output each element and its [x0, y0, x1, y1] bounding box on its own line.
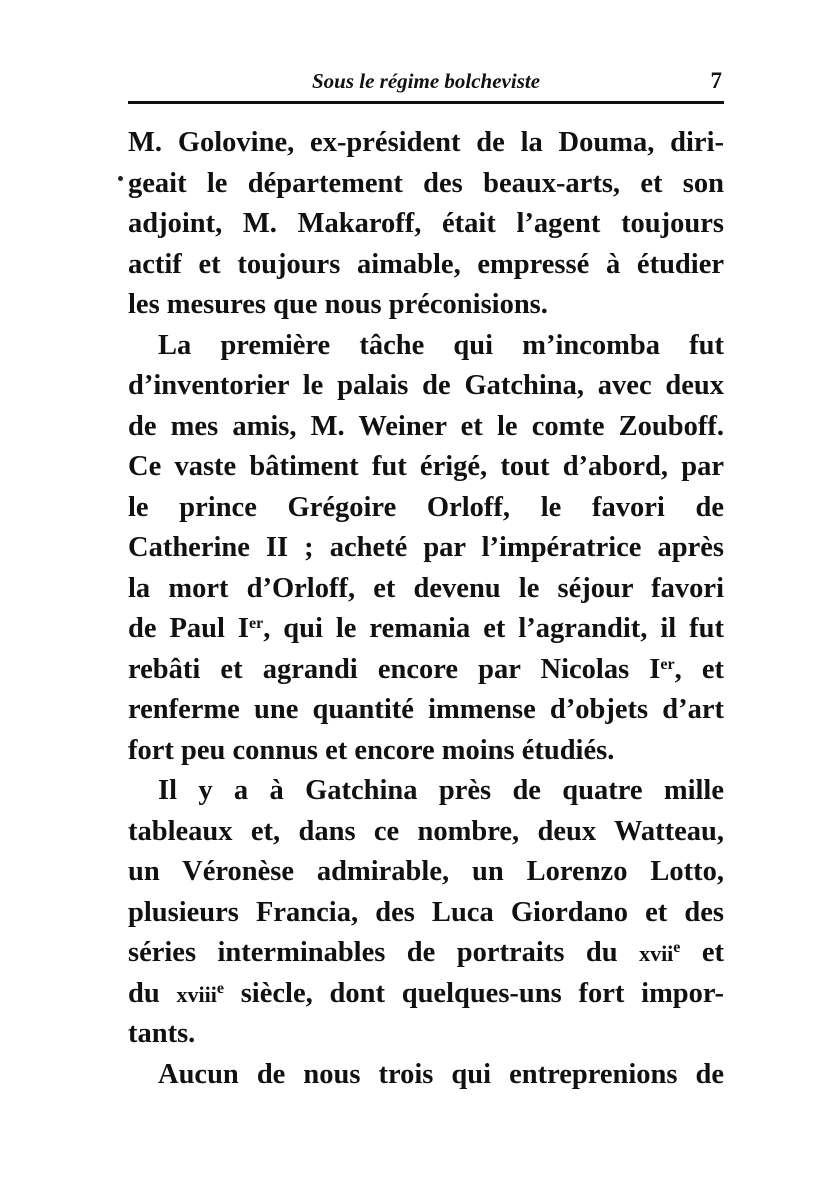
- century-numeral: xviii: [176, 981, 217, 1007]
- text-line: Catherine II ; acheté par l’impératrice après: [128, 532, 724, 563]
- text-line: [128, 650, 724, 691]
- text-line: [128, 974, 724, 1015]
- text-line: Il y a à Gatchina près de quatre mille: [158, 775, 724, 806]
- running-title: Sous le régime bolcheviste: [311, 69, 541, 93]
- text-line: La première tâche qui m’incomba fut: [158, 329, 724, 361]
- text-line: d’inventorier le palais de Gatchina, avec deux: [128, 370, 724, 401]
- text-line: le prince Grégoire Orloff, le favori de: [128, 491, 724, 523]
- text-fragment: du: [128, 977, 177, 1009]
- text-line: [128, 933, 724, 974]
- running-head: [128, 66, 724, 96]
- text-line: fort peu connus et encore moins étudiés.: [128, 734, 615, 766]
- text-line: les mesures que nous préconisions.: [128, 289, 548, 320]
- text-line: plusieurs Francia, des Luca Giordano et des: [128, 896, 724, 928]
- text-line: tants.: [128, 1018, 196, 1049]
- century-numeral: xvii: [639, 941, 674, 966]
- text-fragment: rebâti et agrandi encore par Nicolas I: [128, 653, 661, 685]
- superscript: e: [216, 979, 224, 997]
- text-line: [128, 609, 724, 650]
- superscript: e: [673, 939, 681, 956]
- text-line: un Véronèse admirable, un Lorenzo Lotto,: [128, 856, 724, 887]
- text-line: geait le département des beaux-arts, et son: [128, 167, 724, 199]
- text-line: de mes amis, M. Weiner et le comte Zouboff.: [128, 410, 724, 442]
- text-fragment: , et: [674, 653, 725, 685]
- text-line: renferme une quantité immense d’objets d’art: [128, 694, 724, 725]
- text-line: Aucun de nous trois qui entreprenions de: [158, 1058, 724, 1090]
- text-line: tableaux et, dans ce nombre, deux Watteau,: [128, 815, 724, 847]
- text-fragment: séries interminables de portraits du: [128, 937, 640, 968]
- text-line: Ce vaste bâtiment fut érigé, tout d’abord, par: [128, 451, 724, 482]
- text-line: la mort d’Orloff, et devenu le séjour favori: [128, 572, 724, 604]
- text-line: adjoint, M. Makaroff, était l’agent toujours: [128, 208, 724, 239]
- text-line: M. Golovine, ex-président de la Douma, diri-: [128, 127, 724, 158]
- text-fragment: siècle, dont quelques-uns fort impor-: [223, 977, 724, 1009]
- text-fragment: , qui le remania et l’agrandit, il fut: [263, 613, 724, 644]
- text-fragment: et: [680, 937, 725, 968]
- page-number: 7: [710, 68, 722, 93]
- text-fragment: de Paul I: [128, 613, 249, 644]
- superscript: er: [660, 655, 675, 673]
- superscript: er: [248, 615, 264, 632]
- margin-mark: [118, 176, 123, 181]
- text-line: actif et toujours aimable, empressé à étudier: [128, 248, 724, 280]
- body-text: [128, 123, 724, 1095]
- header-rule: [128, 101, 724, 104]
